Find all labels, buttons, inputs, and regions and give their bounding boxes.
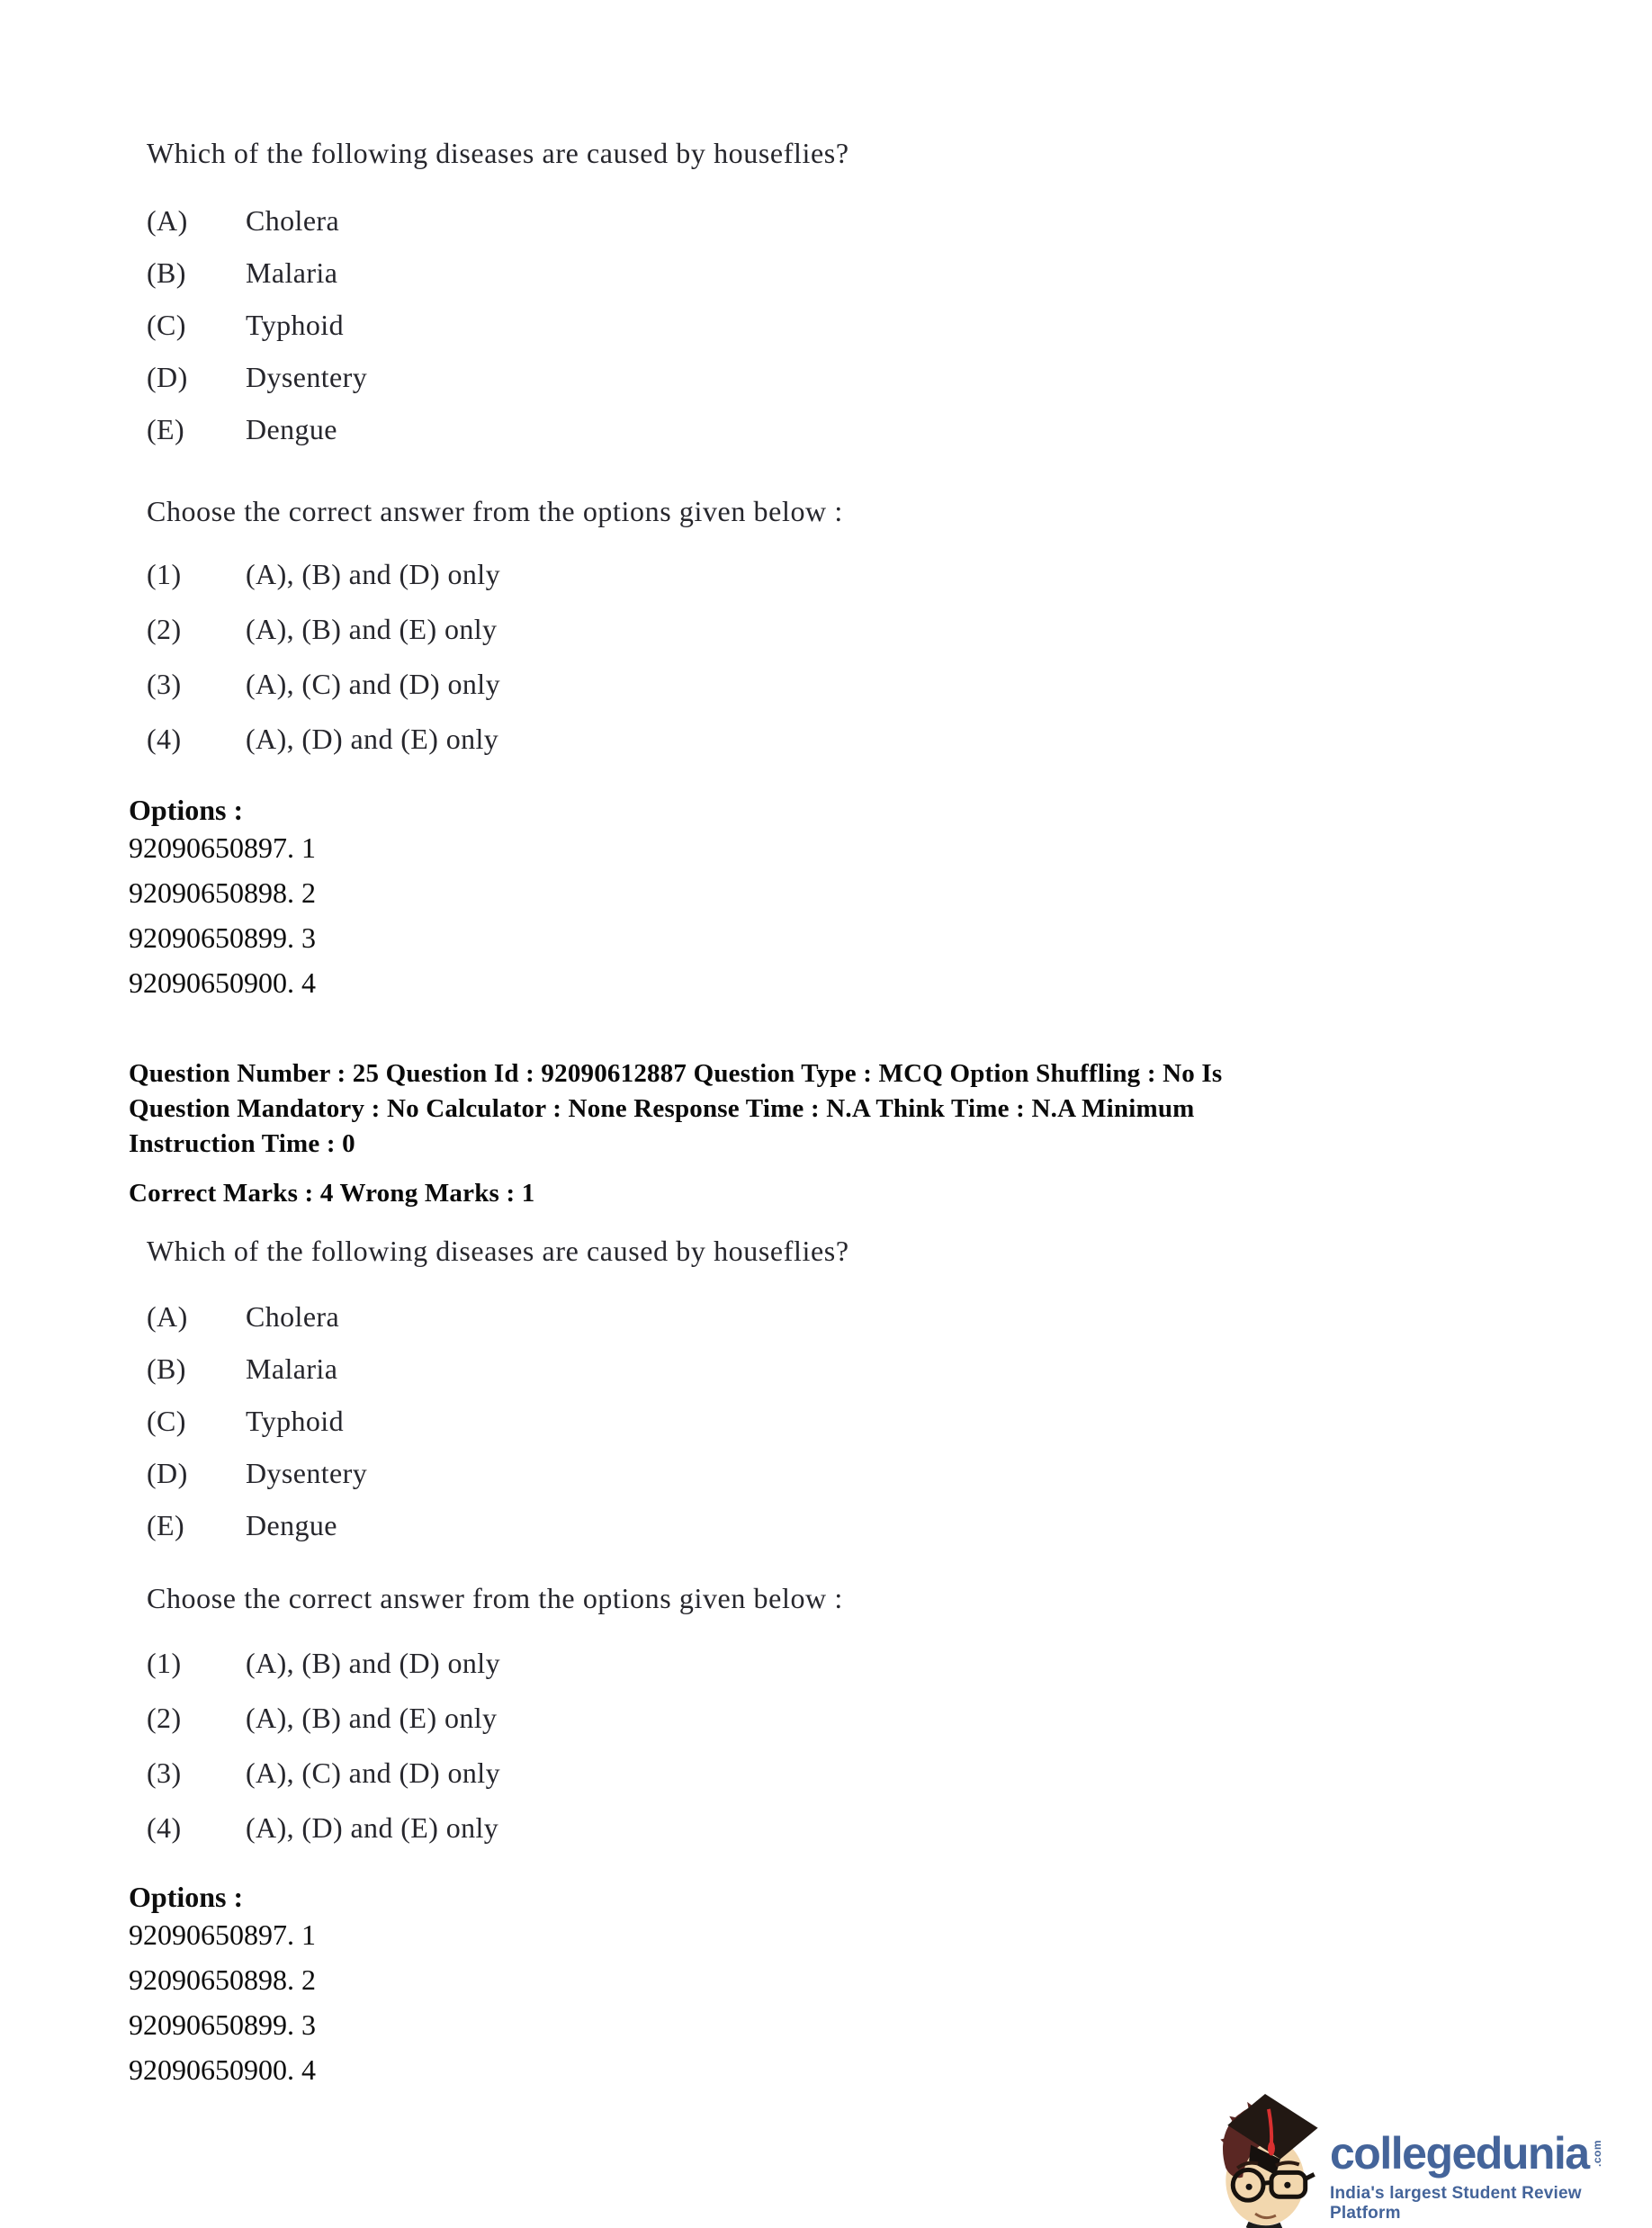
choice-text: Dysentery — [246, 361, 368, 393]
question-meta-block — [129, 1056, 1652, 1211]
choice-row — [147, 1457, 1652, 1489]
brand-tagline: India's largest Student Review Platform — [1330, 2184, 1582, 2223]
choice-label: (E) — [147, 413, 185, 445]
option-id: 92090650897. 1 — [129, 831, 316, 864]
answer-label: (4) — [147, 723, 182, 755]
answer-row — [147, 1702, 1652, 1734]
choice-label: (D) — [147, 361, 188, 393]
collegedunia-logo — [1213, 2089, 1650, 2228]
answer-label: (2) — [147, 1702, 182, 1734]
answer-label: (3) — [147, 668, 182, 700]
answer-row — [147, 613, 1652, 645]
question-section-1 — [0, 137, 1652, 1005]
answer-row — [147, 723, 1652, 755]
choice-list — [147, 204, 1652, 445]
answer-text: (A), (B) and (E) only — [246, 613, 498, 645]
answer-label: (4) — [147, 1811, 182, 1844]
choice-text: Typhoid — [246, 1405, 345, 1437]
answer-label: (3) — [147, 1756, 182, 1789]
answer-row — [147, 1811, 1652, 1844]
choose-instruction: Choose the correct answer from the options given below : — [147, 1582, 843, 1614]
choice-text: Typhoid — [246, 309, 345, 341]
answer-label: (1) — [147, 558, 182, 590]
question-section-2 — [0, 1235, 1652, 2092]
choice-text: Cholera — [246, 204, 340, 237]
brand-domain-suffix: .com — [1590, 2140, 1603, 2168]
choice-label: (D) — [147, 1457, 188, 1489]
collegedunia-mascot-icon — [1213, 2089, 1321, 2228]
question-stem: Which of the following diseases are caused by houseflies? — [147, 1235, 849, 1267]
answer-text: (A), (D) and (E) only — [246, 723, 499, 755]
answer-text: (A), (B) and (D) only — [246, 1647, 500, 1679]
choice-row — [147, 361, 1652, 393]
choose-instruction: Choose the correct answer from the options given below : — [147, 495, 843, 527]
choice-text: Dengue — [246, 413, 337, 445]
choice-text: Cholera — [246, 1300, 340, 1333]
meta-line: Question Mandatory : No Calculator : None Response Time : N.A Think Time : N.A Minimum — [129, 1094, 1195, 1123]
brand-row — [1330, 2128, 1650, 2179]
answer-label: (2) — [147, 613, 182, 645]
choice-text: Dengue — [246, 1509, 337, 1541]
choice-row — [147, 1405, 1652, 1437]
choice-label: (B) — [147, 256, 186, 289]
choice-list — [147, 1300, 1652, 1541]
option-id: 92090650900. 4 — [129, 966, 316, 999]
choice-label: (A) — [147, 204, 188, 237]
choice-row — [147, 309, 1652, 341]
answer-row — [147, 1647, 1652, 1679]
choice-text: Malaria — [246, 256, 338, 289]
option-id: 92090650898. 2 — [129, 1963, 316, 1996]
choice-label: (A) — [147, 1300, 188, 1333]
option-id: 92090650897. 1 — [129, 1918, 316, 1951]
answer-text: (A), (B) and (E) only — [246, 1702, 498, 1734]
answer-row — [147, 1756, 1652, 1789]
option-id: 92090650898. 2 — [129, 876, 316, 909]
options-heading: Options : — [129, 794, 244, 826]
option-id: 92090650900. 4 — [129, 2053, 316, 2086]
options-heading: Options : — [129, 1881, 244, 1913]
answer-option-list — [147, 1647, 1652, 1844]
option-ids-block — [129, 1882, 1652, 2092]
choice-label: (B) — [147, 1352, 186, 1385]
answer-text: (A), (C) and (D) only — [246, 1756, 500, 1789]
choice-row — [147, 1352, 1652, 1385]
choice-text: Dysentery — [246, 1457, 368, 1489]
choice-row — [147, 413, 1652, 445]
choice-label: (C) — [147, 1405, 186, 1437]
logo-text — [1330, 2128, 1650, 2224]
choice-row — [147, 1509, 1652, 1541]
choice-label: (C) — [147, 309, 186, 341]
choice-row — [147, 1300, 1652, 1333]
answer-row — [147, 558, 1652, 590]
answer-text: (A), (C) and (D) only — [246, 668, 500, 700]
answer-option-list — [147, 558, 1652, 755]
brand-wordmark: collegedunia — [1330, 2128, 1589, 2179]
choice-row — [147, 256, 1652, 289]
answer-label: (1) — [147, 1647, 182, 1679]
option-id: 92090650899. 3 — [129, 2008, 316, 2041]
question-stem: Which of the following diseases are caused by houseflies? — [147, 137, 849, 169]
meta-line: Question Number : 25 Question Id : 92090612887 Question Type : MCQ Option Shuffling : No Is — [129, 1059, 1223, 1088]
meta-line: Instruction Time : 0 — [129, 1129, 355, 1158]
answer-text: (A), (B) and (D) only — [246, 558, 500, 590]
choice-row — [147, 204, 1652, 237]
option-ids-block — [129, 795, 1652, 1005]
answer-row — [147, 668, 1652, 700]
answer-text: (A), (D) and (E) only — [246, 1811, 499, 1844]
marks-line: Correct Marks : 4 Wrong Marks : 1 — [129, 1179, 535, 1208]
choice-text: Malaria — [246, 1352, 338, 1385]
choice-label: (E) — [147, 1509, 185, 1541]
option-id: 92090650899. 3 — [129, 921, 316, 954]
